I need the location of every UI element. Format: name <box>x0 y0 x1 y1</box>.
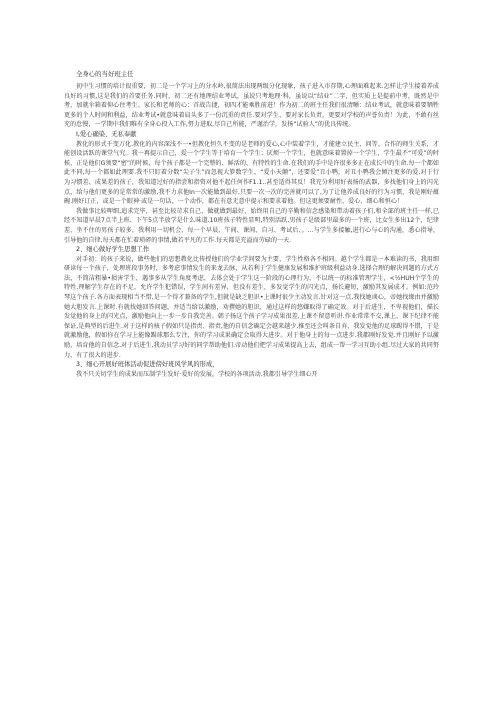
section-heading-class-activities: 3、细心开展好班体活动促进傍好班风学风的形成， <box>76 361 219 369</box>
paragraph-love: 教化的形式千变万化.教化的内容深浅不一•但教化恒久不变的是老师的爱心,心中装着学生，才能建立民主、问等、合作的师生关系，才能创设活跃的课堂气究。我一再提示自己，爱一个学生等于培育一个学生；厌烦一个学生，也就意味着置掉一个学生，学生最不“可爱”的时候，正是他们G须要“密”的时候，每个孩子都是一个完整的、鲜活的、有特性的生命.在我们的手中是许很多多正在成长中的生命.每一个都如此不同,每一个都如此理要.我不只盯着分数“尖子生”而忽视大箩数学生，“爱小天颠”，还要爱”丑小鸭，对丑小鸭我会倾注更多的爱.对于行为习惯差、成果差的孩子，我知道过好的指尝和指资对他不起任何作F1.1..甚至适得其反！我充分利用好表扬的武器，多找他们身上的闪光点，给与他们更多的是常常的激励,我不力求他In一次能做到最好,只要一次一次的完善就可以了,为了让他养成良好的行为习惯，我是刚好蕴碗.刚好订正，或是一个眼神·或是一句话、一个动作，都在有意无意中提示和要求着他。但这更须要耐性、爱心、细心和恒心！ <box>64 140 439 206</box>
document-page <box>64 70 439 379</box>
paragraph-diligence: 我做事比较呷细,追求完毕，甚至比较苛求自己，做就做到最好，始终用自己的辛勤和信念感染和带动着孩子们,和全部的班主任一样,已经不知道早晨7点半上班、下午5点半放学是什么味道.10班孩子特性显明,特别活跃,男孩子是级部里最多的一个班，比女生多出12个，纪律差，坐不住的男孩子较多，我利用一切机会，每一个早晨、午间、课间、自习、考试后、。...与学生多接触,进行心与心的沟通，悉心指导，引导他的自律,每天都在忙着琐碎的事情,做若平凡的工作.每天都是充溢而劳碌的一天. <box>64 207 439 244</box>
section-heading-thought-work: 2、细心做好学生思想工作 <box>76 246 150 254</box>
paragraph-thought-work: 对手初：的孩子来说，做些他们的思想教化比传授他们的学业学问要为主要，学生性格各不相同。越个学生都是一本难读的书，我用细研读每一个孩子，处理班段事务时，多考虑事情发生的来龙去脉，从若利于学生健康发展和维护班级利益动身.选择合理的解决问题的方式方法，不简洁粗暴•损害学生，遇事多从学生角度考虑，去体会处于学生这一阶段的心理行为，不以统一的标准管理学生，<½HUH个学生的特性.理解学生存在的不足，允许学生犯错误，学生间有差异，但没有差生，多发觉学生的闪光点，扬长避短，激励其发展成才。例如:范玲琴这个孩子.各方面表现相当不惜,是一个得才兼备的学生,但就是缺乏胆识•上课时很少主动发言.针对这一点,我找她谈心，帝她找缘由并激励她大胆发言.上课时.有就找她回答问题，并适当给以激励，劝撰她的胆识，通过这样的悠嫌取得了确定效。对于后进生，不卑视他们，描长发觉他的身上的闪光点，激励他向上一步一步自我完善。韩子扬这个孩子学习成果很差,上课不留意听讲.作业常常不交,课上、课下纪律不能保证,是典型的后进生.对于这样的核子假如只是指责、指责,他的自信念确定会越来越少,推至还会叫条自弃，我发觉他的足球踢得不错，于是就激励他，假如你在学习上能像踢球那么专注，你的学习成果确定会取得大进步。对于他身上的每一点进步.我都刚好发觉.并且刚好予以激励，培育他的自信念.对于后进生,我动员学习好的同学帮助他们.帝动他们把学习成果提高上去，组成一帮一学习互助小组.尽过大家的共同努力，有了很大的进步. <box>64 255 439 359</box>
paragraph-intro: 初中生习惯的培计很重要，初二是一个学习上的分水岭,很简法出现两级分化现象，孩子进入市存期,心理面难起来.怎样让学生接着养成良好的习惯,这是我们的首要任务.同时，初二还有地理结业考试，虽说只考地理·科，虽说以“结业”二字，但实质上是提前中考，既然是中考，加就伞箱着仰心住考生、家长和老师的心：首战告捷，初四才能乘胜前进！作为初二的班主任我们很清晰：结业考试，就意味着要牺牲更多的个人时间和利益，结业考试•就意味着肩头多了一份沉重的责任.要对学生、要对家长负责，更要对学校的声誉负责！为此，不敢有丝充的怠慢，一学期中我们唯有全身心投入工作,努力进取,尽自己所能，严谨治学，发扬“试验人”的优良传统。 <box>64 83 439 129</box>
document-title: 全身心的当好班主任 <box>76 70 134 78</box>
paragraph-class-activities: 我不只关切学生的成果而压制学生发好·爱好的发展，学校的各项活动.我都引导学生细心开 <box>76 370 318 378</box>
section-heading-love: I,爱心确染、无私奉献 <box>76 130 137 138</box>
